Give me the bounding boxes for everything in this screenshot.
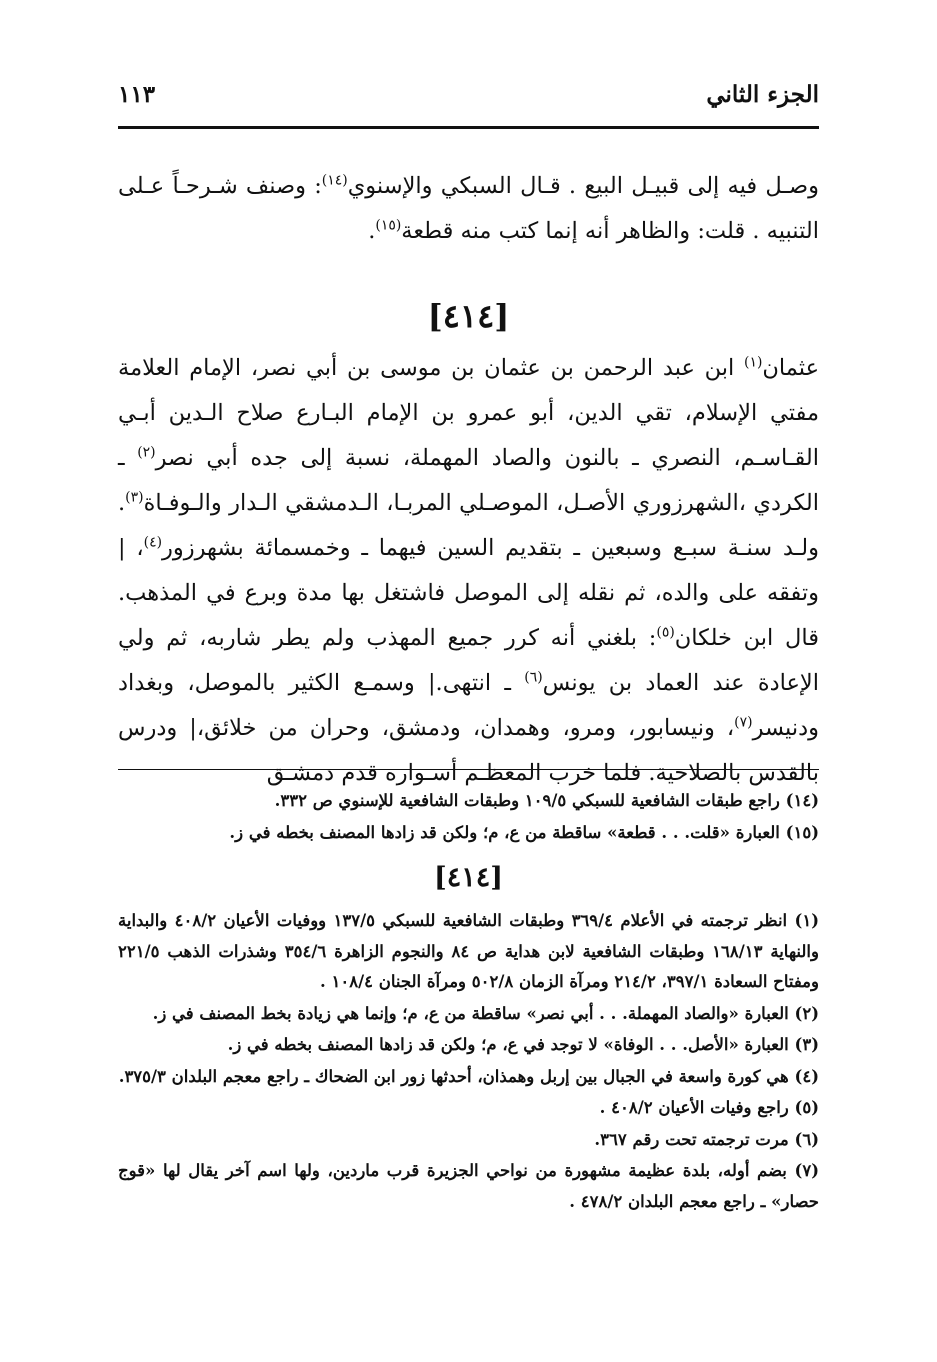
entry-text: . ولـد سنـة سبـع وسبعين ـ بتقديم السين فيهما ـ وخمسمائة بشهرزور [118, 490, 819, 561]
footnote-ref-7: (٧) [734, 714, 753, 731]
footnote-ref-3: (٣) [125, 489, 144, 506]
page-number: ١١٣ [118, 80, 156, 108]
entry-text: عثمان [762, 355, 819, 381]
footnotes-current-entry [118, 906, 819, 1218]
entry-text: ، |وتفقه على والده، ثم نقله إلى الموصل فاشتغل بها مدة وبرع في المذهب. قال ابن خلكان [118, 535, 819, 651]
entry-text: : بلغني أنه كرر جميع المهذب ولم يطر شاربه، ثم ولي الإعادة عند العماد بن يونس [118, 625, 820, 696]
footnote-ref-4: (٤) [143, 534, 163, 551]
entry-paragraph [118, 346, 819, 796]
footnote-5: (٥) راجع وفيات الأعيان ٤٠٨/٢ . [599, 1098, 819, 1117]
footnote-ref-1: (١) [743, 354, 763, 371]
continuation-paragraph [118, 164, 819, 254]
entry-number: [٤١٤] [427, 297, 510, 335]
footnote-14: (١٤) راجع طبقات الشافعية للسبكي ١٠٩/٥ وطبقات الشافعية للإسنوي ص ٣٣٢. [274, 791, 819, 810]
footnote-ref-5: (٥) [656, 624, 675, 641]
footnotes-previous-entry [118, 786, 819, 849]
footnote-6: (٦) مرت ترجمته تحت رقم ٣٦٧. [594, 1129, 819, 1149]
entry-text: ـ الكردي ،الشهرزوري الأصـل، الموصـلي المربـا، الـدمشقي الـدار والـوفـاة [118, 445, 819, 516]
footnotes-entry-number: [٤١٤] [433, 862, 504, 893]
entry-text: ابن عبد الرحمن بن عثمان بن موسى بن أبي نصر، الإمام العلامة مفتي الإسلام، تقي الدين، أبو عمرو بن الإمام البـارع صلاح الـدين أبـي القـاسـم، النصري ـ بالنون والصاد المهملة، نسبة إلى جده أبي نصر [118, 355, 819, 471]
header-rule [118, 126, 819, 129]
footnote-2: (٢) العبارة «والصاد المهملة. . . أبي نصر» ساقطة من ع، م؛ وإنما هي زيادة بخط المصنف في ز. [152, 1003, 819, 1023]
continuation-text: : وصنف شـرحـاً عـلى التنبيه . قلت: والظاهر أنه إنما كتب منه قطعة [118, 173, 819, 244]
footnote-ref-14: (١٤) [321, 172, 348, 189]
footnote-ref-15: (١٥) [375, 217, 402, 234]
footnote-ref-2: (٢) [137, 444, 156, 461]
footnote-4: (٤) هي كورة واسعة في الجبال بين إربل وهمذان، أحدثها زور ابن الضحاك ـ راجع معجم البلدان ٣٧٥/٣. [118, 1066, 819, 1086]
footnote-rule [118, 769, 819, 770]
running-head: الجزء الثاني [706, 80, 819, 108]
footnote-15: (١٥) العبارة «قلت. . . قطعة» ساقطة من ع، م؛ ولكن قد زادها المصنف بخطه في ز. [229, 822, 819, 842]
footnote-1: (١) انظر ترجمته في الأعلام ٣٦٩/٤ وطبقات الشافعية للسبكي ١٣٧/٥ ووفيات الأعيان ٤٠٨/٢ والبداية والنهاية ١٦٨/١٣ وطبقات الشافعية لابن هداية ص ٨٤ والنجوم الزاهرة ٣٥٤/٦ وشذرات الذهب ٢٢١/٥ ومفتاح السعادة ٣٩٧/١، ٢١٤/٢ ومرآة الزمان ٥٠٢/٨ ومرآة الجنان ١٠٨/٤ . [118, 911, 819, 991]
footnote-7: (٧) بضم أوله، بلدة عظيمة مشهورة من نواحي الجزيرة قرب ماردين، ولها اسم آخر يقال لها «قوج حصار» ـ راجع معجم البلدان ٤٧٨/٢ . [118, 1161, 819, 1211]
footnote-3: (٣) العبارة «الأصل. . . الوفاة» لا توجد في ع، م؛ ولكن قد زادها المصنف بخطه في ز. [227, 1035, 819, 1054]
continuation-text: . [368, 218, 376, 244]
continuation-text: وصـل فيه إلى قبيـل البيع . قـال السبكي والإسنوي [347, 173, 819, 199]
entry-text: ، ونيسابور، ومرو، وهمدان، ودمشق، وحران من خلائق،| ودرس بالقدس بالصلاحية. فلما خرب المعظـم أسـواره قدم دمشـق [118, 715, 819, 786]
footnote-ref-6: (٦) [524, 669, 543, 686]
entry-text: ـ انتهى.| وسمـع الكثير بالموصل، وبغداد ودنيسر [118, 670, 819, 741]
page-header [118, 72, 819, 116]
